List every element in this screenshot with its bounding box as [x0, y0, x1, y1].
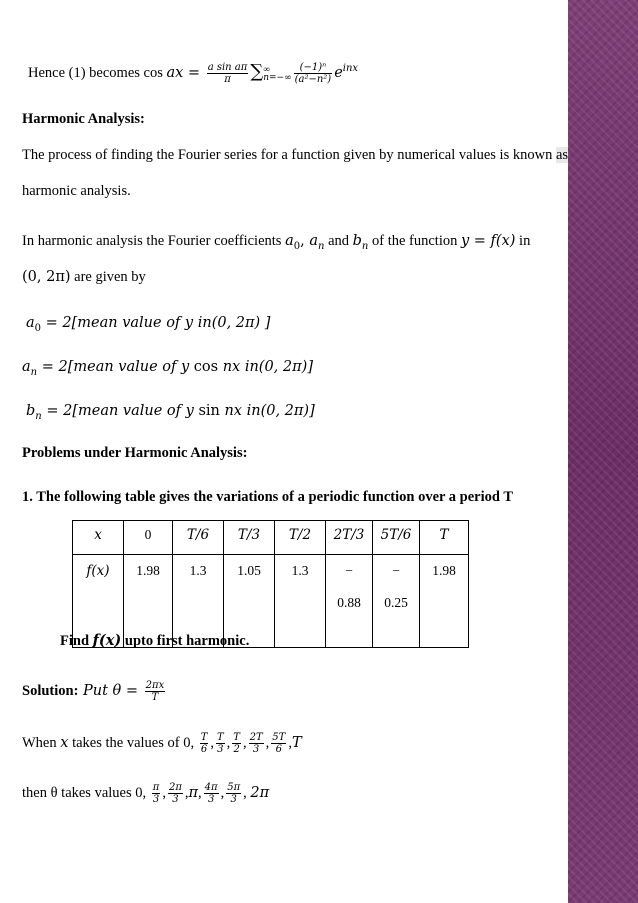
fraction-pi3: [152, 782, 161, 805]
para1-text: The process of finding the Fourier series for a function given by numerical values is known: [22, 147, 556, 163]
math-a0-sub: 0: [293, 240, 301, 252]
eq-bn-lhs: b: [26, 403, 36, 419]
table-header-cell: x: [73, 521, 124, 555]
then-pi: π: [188, 784, 199, 801]
heading-harmonic-analysis: Harmonic Analysis:: [22, 111, 145, 127]
para1-line2: harmonic analysis.: [22, 183, 131, 199]
para2-line2: [22, 268, 146, 286]
when-x: x: [60, 734, 69, 751]
eq-a0-sub: 0: [34, 322, 42, 334]
find-rest: upto first harmonic.: [121, 633, 250, 649]
then-text: then θ takes values 0,: [22, 784, 150, 801]
fraction-minus-one: [294, 62, 333, 85]
eq-bn-sin: sin: [198, 403, 220, 419]
eq-an-cos: cos: [193, 359, 219, 375]
para2-line1: [22, 232, 530, 256]
frac-num: 4π: [204, 782, 218, 793]
math-an: a: [309, 233, 318, 249]
table-cell: 1.3: [275, 555, 326, 648]
math-eq: =: [183, 64, 205, 81]
table-cell: 1.3: [173, 555, 224, 648]
fraction-5pi3: [226, 782, 241, 805]
equation-a0: [26, 314, 270, 338]
frac-den: π: [224, 74, 231, 85]
fraction-5t6: [271, 732, 286, 755]
sum-symbol: ∑: [250, 60, 264, 82]
sum-sub: n=−∞: [263, 72, 292, 83]
math-an-sub: n: [317, 240, 325, 252]
table-cell: f(x): [73, 555, 124, 648]
text-of: of the function: [368, 233, 461, 249]
table-header-row: [73, 521, 469, 555]
frac-den: 3: [252, 744, 260, 755]
frac-num: π: [152, 782, 160, 793]
math-bn-sub: n: [361, 240, 369, 252]
text-and: and: [324, 233, 353, 249]
sum-sup: ∞: [263, 63, 270, 74]
find-fx-line: [60, 632, 249, 650]
table-header-cell: T: [420, 521, 469, 555]
cell-minus: −: [392, 563, 400, 578]
fraction-t6: [200, 732, 209, 755]
eq-an-rhs-b: nx in(0, 2π)]: [218, 359, 313, 375]
frac2-num: (−1)ⁿ: [294, 62, 333, 74]
cell-minus: −: [345, 563, 353, 578]
table-header-cell: T/6: [173, 521, 224, 555]
fraction-t2: [232, 732, 241, 755]
table-cell: [326, 555, 373, 648]
find-text: Find: [60, 633, 93, 649]
problem-1-text: 1. The following table gives the variations of a periodic function over a period T: [22, 489, 513, 505]
frac-num: 2πx: [145, 680, 165, 691]
math-y-fx: y = f(x): [461, 233, 516, 249]
eq-an-rhs-a: = 2[mean value of y: [37, 359, 194, 375]
para2-text-a: In harmonic analysis the Fourier coefficients: [22, 233, 286, 249]
fraction-2t3: [249, 732, 264, 755]
frac-den: 3: [230, 794, 237, 805]
math-interval: (0, 2π): [22, 269, 71, 285]
eq-bn-rhs-b: nx in(0, 2π)]: [219, 403, 315, 419]
heading-problems: Problems under Harmonic Analysis:: [22, 445, 248, 461]
equation-bn: [26, 402, 315, 426]
frac-den: 3: [207, 794, 215, 805]
fraction-a-sin: [207, 62, 249, 85]
decorative-sidebar: [568, 0, 638, 903]
eq-bn-rhs-a: = 2[mean value of y: [41, 403, 199, 419]
solution-label: Solution:: [22, 682, 79, 699]
then-2pi: 2π: [250, 784, 270, 801]
frac-den: 3: [172, 794, 179, 805]
equation-an: [22, 358, 313, 382]
math-bn: b: [352, 233, 362, 249]
frac-num: 2T: [249, 732, 263, 743]
solution-put: Put θ =: [78, 682, 143, 699]
eq-an-sub: n: [30, 366, 38, 378]
eq-a0-lhs: a: [26, 315, 35, 331]
para1-line1: [22, 146, 568, 164]
table-header-cell: 5T/6: [373, 521, 420, 555]
frac-den: 2: [233, 744, 240, 755]
math-ax: ax: [166, 64, 184, 81]
frac-num: 5π: [227, 782, 241, 793]
math-comma: ,: [300, 233, 310, 249]
eq-an-lhs: a: [22, 359, 31, 375]
frac-den: 6: [200, 744, 208, 755]
sum-limits: [263, 65, 291, 83]
para1-highlight: as: [555, 147, 569, 163]
fraction-4pi3: [204, 782, 219, 805]
table-header-cell: T/2: [275, 521, 326, 555]
when-text-a: When: [22, 734, 61, 751]
table-header-cell: 2T/3: [326, 521, 373, 555]
frac-num: 2π: [168, 782, 182, 793]
frac-den: 3: [152, 794, 160, 805]
find-fx: f(x): [92, 632, 122, 649]
math-a0: a: [285, 233, 294, 249]
fraction-t3: [216, 732, 225, 755]
frac-num: T: [217, 732, 224, 743]
when-line: When x takes the values of 0, $\frac{T}{6}$ , $\frac{T}{3}$ , $\frac{T}{2}$ , $\frac{2T}{3}$ , $\frac{5T}{6}$ ,T: [22, 732, 302, 755]
table-cell: [373, 555, 420, 648]
cell-value: 0.88: [337, 595, 361, 610]
text-given-by: are given by: [70, 269, 146, 285]
frac-den: 3: [217, 744, 224, 755]
table-cell: 1.98: [420, 555, 469, 648]
cell-value: 0.25: [384, 595, 408, 610]
table-header-cell: 0: [124, 521, 173, 555]
fraction-2pix-T: [145, 680, 166, 703]
frac-num: T: [200, 732, 208, 743]
fraction-2pi3: [168, 782, 183, 805]
when-last-T: T: [291, 734, 302, 751]
text-hence: Hence (1) becomes cos: [28, 64, 167, 81]
eq-a0-rhs: = 2[mean value of y in(0, 2π) ]: [41, 315, 271, 331]
frac-den: T: [151, 692, 159, 703]
table-cell: 1.05: [224, 555, 275, 648]
solution-line: [22, 680, 167, 703]
then-line: then θ takes values 0, $\frac{\pi}{3}$ , $\frac{2\pi}{3}$ ,π, $\frac{4\pi}{3}$ , $\frac{5\pi}{3}$ , 2π: [22, 782, 270, 805]
eq-bn-sub: n: [35, 410, 42, 422]
values-table: [72, 520, 469, 648]
table-header-cell: T/3: [224, 521, 275, 555]
when-text-b: takes the values of 0,: [68, 734, 198, 751]
frac2-den: (a²−n²): [294, 74, 332, 85]
math-e: e: [334, 64, 343, 81]
frac-num: T: [233, 732, 240, 743]
frac-num: 5T: [272, 732, 286, 743]
text-in: in: [515, 233, 531, 249]
math-exp: inx: [342, 63, 359, 74]
table-cell: 1.98: [124, 555, 173, 648]
frac-den: 6: [275, 744, 282, 755]
frac-num: a sin aπ: [207, 62, 248, 73]
equation-line-cos-ax: [28, 60, 358, 85]
